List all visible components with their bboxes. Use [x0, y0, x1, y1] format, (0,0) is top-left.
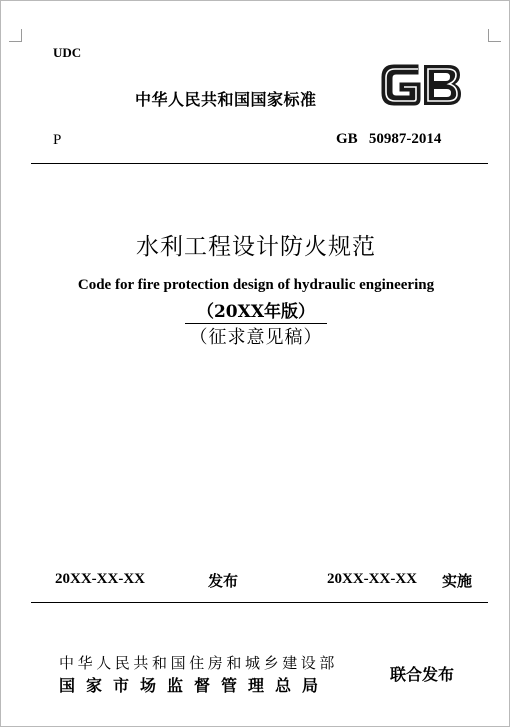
national-standard-heading: 中华人民共和国国家标准 [135, 90, 317, 109]
publish-date: 20XX-XX-XX [55, 571, 145, 587]
implement-date: 20XX-XX-XX [327, 571, 417, 587]
edition-line [1, 297, 510, 324]
crop-mark-top-left [9, 29, 22, 42]
implement-label: 实施 [442, 572, 473, 590]
publish-label: 发布 [208, 572, 239, 590]
title-english: Code for fire protection design of hydraulic engineering [77, 277, 435, 293]
issuer-administration: 国家市场监督管理总局 [59, 676, 330, 695]
joint-issue-label: 联合发布 [390, 665, 455, 684]
edition-text: （20XX年版） [185, 297, 327, 324]
udc-label: UDC [53, 45, 82, 60]
classification-code: P [53, 132, 62, 148]
title-chinese: 水利工程设计防火规范 [136, 234, 376, 260]
gb-logo-icon [378, 61, 464, 109]
bottom-divider [31, 602, 488, 603]
top-divider [31, 163, 488, 164]
draft-note: （征求意见稿） [189, 327, 323, 348]
standard-number: GB 50987-2014 [336, 131, 442, 147]
issuer-ministry: 中华人民共和国住房和城乡建设部 [59, 654, 339, 672]
crop-mark-top-right [488, 29, 501, 42]
